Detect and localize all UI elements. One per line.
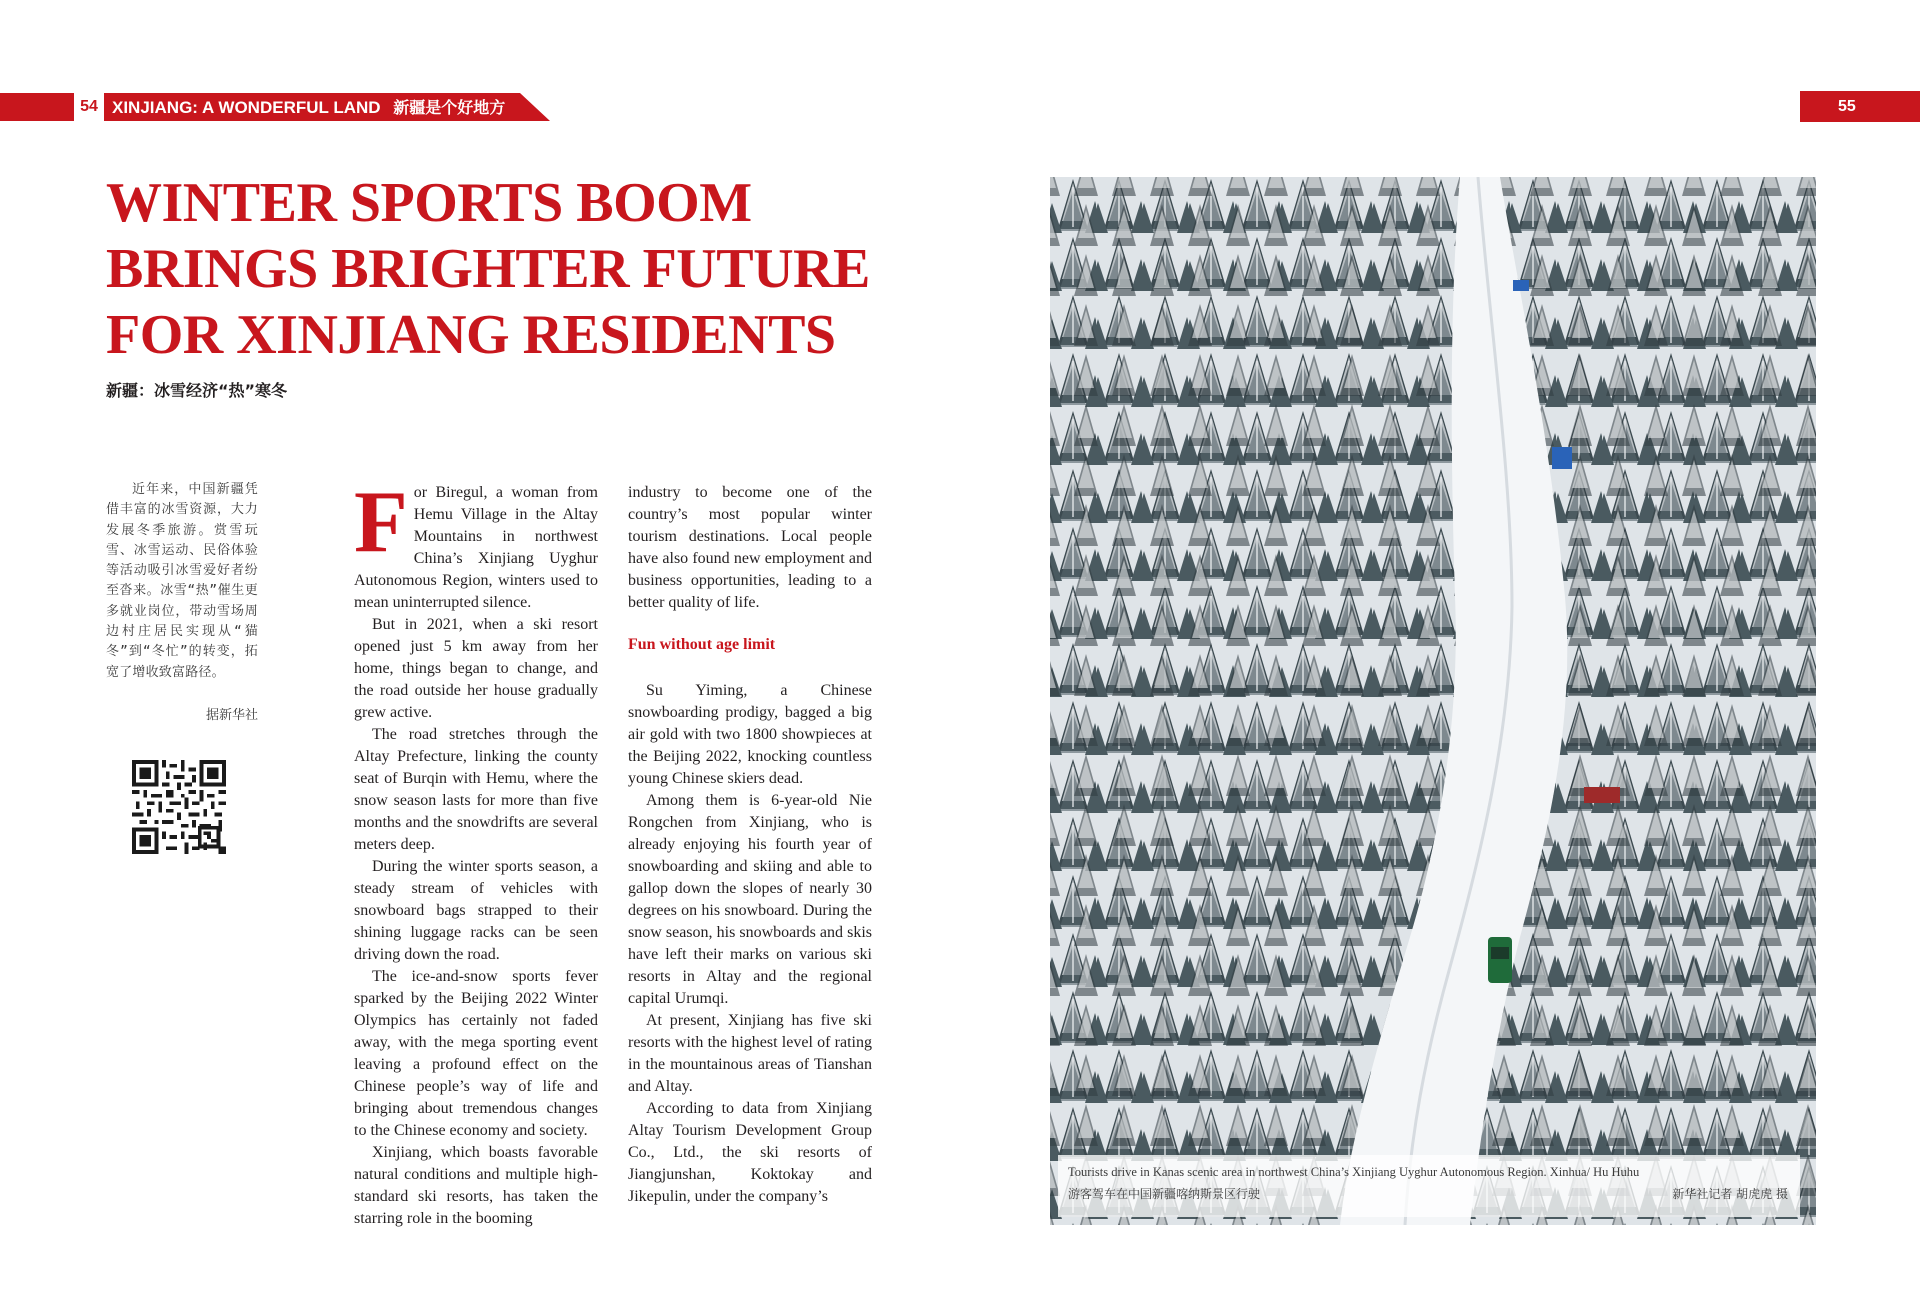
article-paragraph — [354, 474, 598, 614]
road-sign-icon — [1552, 447, 1572, 469]
article-paragraph: Su Yiming, a Chinese snowboarding prodigy, bagged a big air gold with two 1800 showpieces at the Beijing 2022, knocking countless young Chinese skiers dead. — [628, 682, 872, 787]
caption-zh: 游客驾车在中国新疆喀纳斯景区行驶 — [1068, 1187, 1261, 1201]
article-paragraph: During the winter sports season, a steady stream of vehicles with snowboard bags strapped to their shining luggage racks can be seen driving down the road. — [354, 858, 598, 963]
headline — [106, 170, 926, 368]
page-number-left: 54 — [74, 93, 104, 121]
article-paragraph: industry to become one of the country’s most popular winter tourism destinations. Local people have also found new employment and business opportunities, leading to a better quality of life. — [628, 484, 872, 611]
article-paragraph: Xinjiang, which boasts favorable natural conditions and multiple high-standard ski resorts, has taken the starring role in the booming — [354, 1144, 598, 1227]
article-paragraph: But in 2021, when a ski resort opened just 5 km away from her home, things began to change, and the road outside her house gradually grew active. — [354, 616, 598, 721]
section-heading: Fun without age limit — [628, 636, 776, 653]
page-number-right: 55 — [1800, 91, 1920, 122]
article-paragraph: Among them is 6-year-old Nie Rongchen from Xinjiang, who is already enjoying his fourth year of snowboarding and skiing and able to gallop down the slopes of nearly 30 degrees on his snowboard. During the snow season, his snowboards and skis have left their marks on various ski resorts in Altay and the regional capital Urumqi. — [628, 792, 872, 1007]
subtitle-zh: 新疆：冰雪经济“热”寒冬 — [106, 381, 288, 400]
article-column-1 — [354, 474, 598, 1230]
article-column-2 — [628, 482, 872, 1208]
headline-line-1: WINTER SPORTS BOOM — [106, 172, 752, 234]
caption-en: Tourists drive in Kanas scenic area in northwest China’s Xinjiang Uyghur Autonomous Region. Xinhua/ Hu Huhu — [1068, 1165, 1640, 1179]
qr-code-icon[interactable] — [132, 760, 226, 854]
caption-credit: 新华社记者 胡虎虎 摄 — [1672, 1187, 1788, 1201]
abstract-zh — [106, 480, 258, 683]
photo-snowy-forest-road — [1050, 177, 1816, 1225]
article-lead-text: or Biregul, a woman from Hemu Village in the Altay Mountains in northwest China’s Xinjiang Uyghur Autonomous Region, winters used to mean uninterrupted silence. — [354, 484, 598, 611]
article-paragraph: At present, Xinjiang has five ski resorts with the highest level of rating in the mountainous areas of Tianshan and Altay. — [628, 1012, 872, 1095]
road-sign-icon — [1584, 787, 1620, 803]
green-vehicle-icon — [1488, 937, 1512, 983]
article-paragraph: According to data from Xinjiang Altay Tourism Development Group Co., Ltd., the ski resorts of Jiangjunshan, Koktokay and Jikepulin, under the company’s — [628, 1100, 872, 1205]
article-paragraph: The road stretches through the Altay Prefecture, linking the county seat of Burqin with Hemu, where the snow season lasts for more than five months and the snowdrifts are several meters deep. — [354, 726, 598, 853]
road-sign-icon — [1513, 280, 1529, 291]
section-title-zh: 新疆是个好地方 — [393, 98, 506, 117]
snowy-forest-image — [1050, 177, 1816, 1225]
abstract-zh-text: 近年来，中国新疆凭借丰富的冰雪资源，大力发展冬季旅游。赏雪玩雪、冰雪运动、民俗体验等活动吸引冰雪爱好者纷至沓来。冰雪“热”催生更多就业岗位，带动雪场周边村庄居民实现从“猫冬”到“冬忙”的转变，拓宽了增收致富路径。 — [106, 482, 258, 680]
photo-caption — [1058, 1155, 1800, 1217]
abstract-source: 据新华社 — [205, 708, 258, 723]
section-title — [112, 93, 505, 121]
section-title-en: XINJIANG: A WONDERFUL LAND — [112, 98, 381, 117]
headline-line-2: BRINGS BRIGHTER FUTURE — [106, 238, 870, 300]
headline-line-3: FOR XINJIANG RESIDENTS — [106, 304, 836, 366]
dropcap: F — [354, 474, 408, 571]
article-paragraph: The ice-and-snow sports fever sparked by the Beijing 2022 Winter Olympics has certainly not faded away, with the mega sporting event leaving a profound effect on the Chinese people’s way of life and bringing about tremendous changes to the Chinese economy and society. — [354, 968, 598, 1139]
